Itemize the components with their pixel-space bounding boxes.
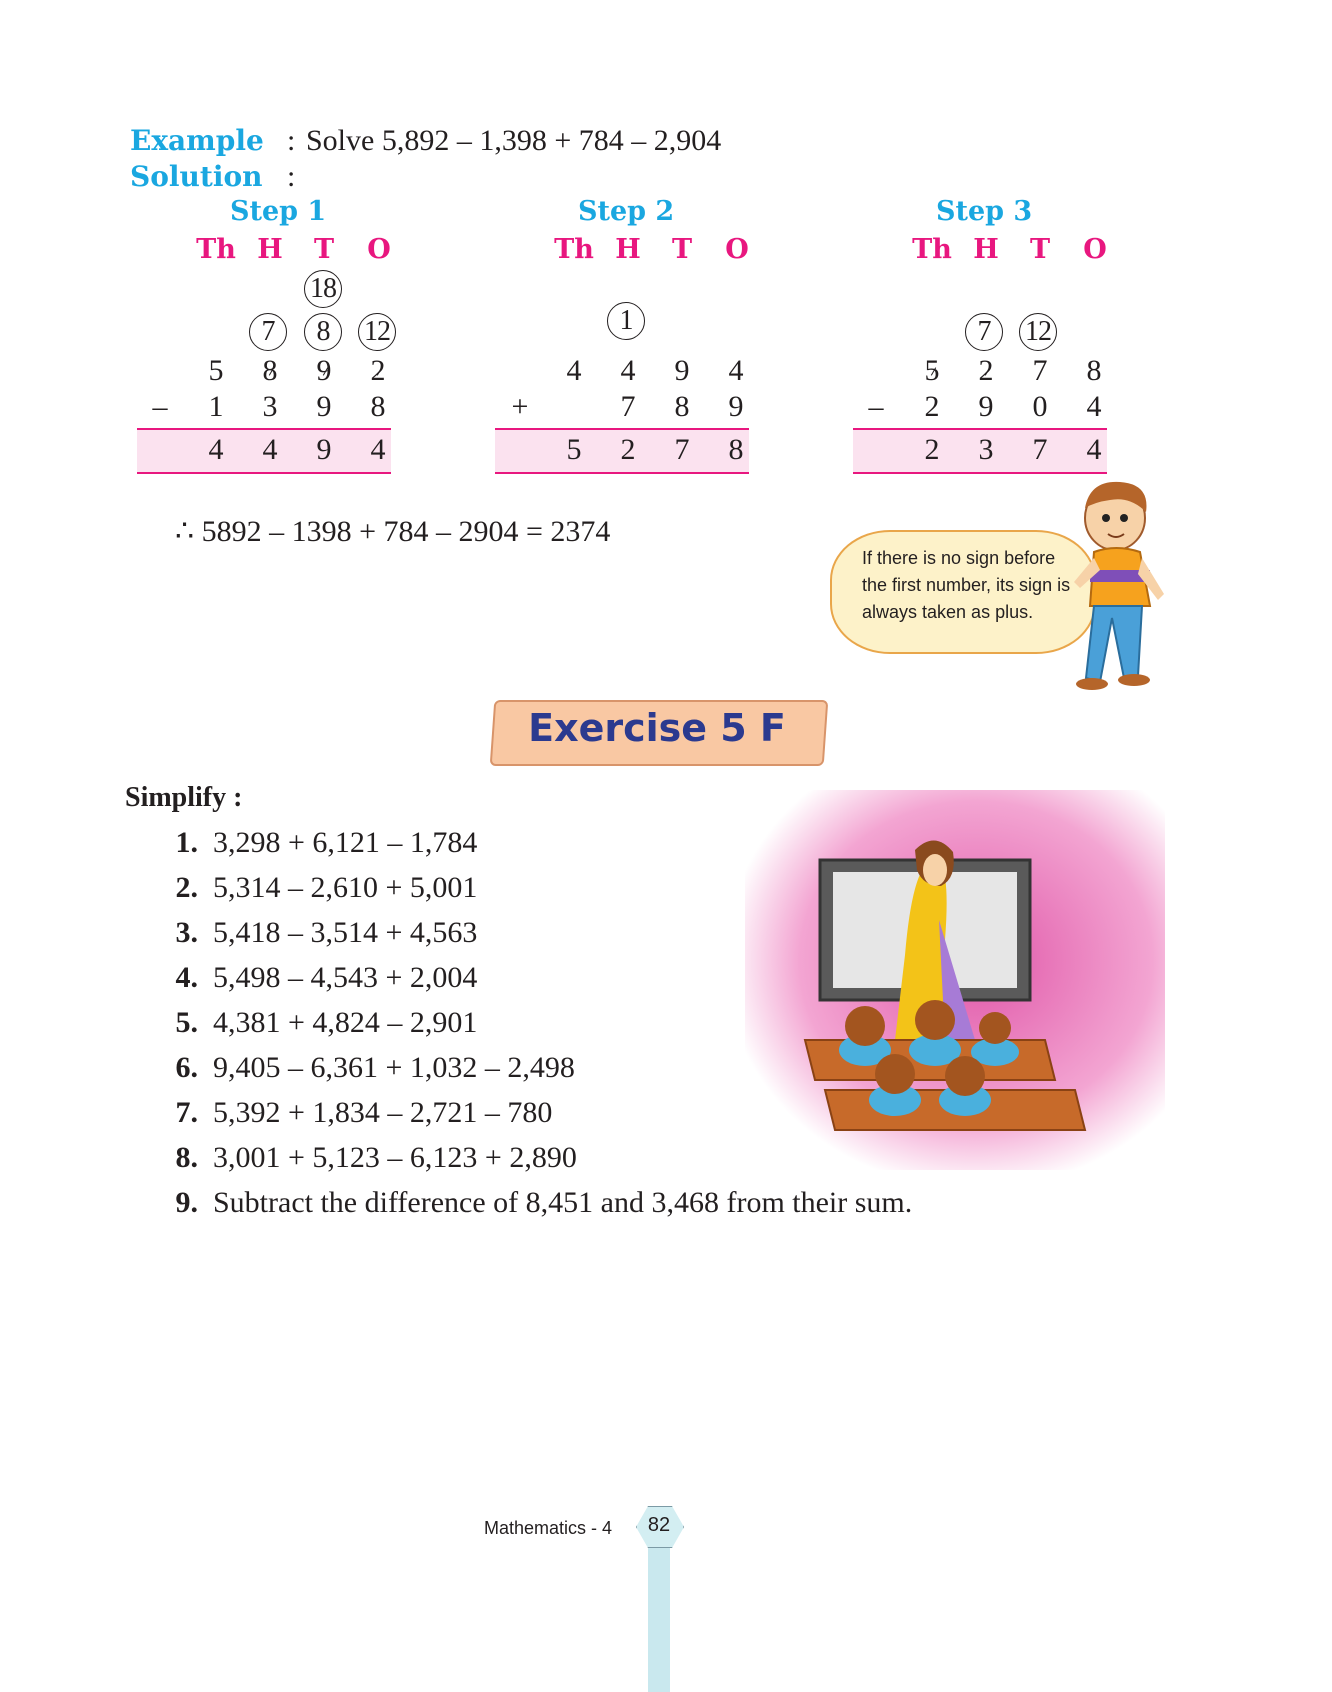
digit: 4 — [1086, 390, 1102, 423]
exercise-text: 9,405 – 6,361 + 1,032 – 2,498 — [213, 1051, 575, 1084]
header-h: H — [973, 234, 999, 265]
answer-digit: 2 — [924, 433, 940, 466]
header-th: Th — [912, 234, 952, 265]
answer-digit: 2 — [620, 433, 636, 466]
carry-circle: 1 — [607, 302, 645, 340]
answer-digit: 4 — [208, 433, 224, 466]
digit: 4 — [566, 354, 582, 387]
answer-digit: 3 — [978, 433, 994, 466]
digit-struck: 2 — [370, 354, 386, 387]
header-t: T — [313, 234, 335, 265]
answer-digit: 5 — [566, 433, 582, 466]
exercise-text: 5,418 – 3,514 + 4,563 — [213, 916, 478, 949]
answer-digit: 7 — [1032, 433, 1048, 466]
exercise-text: 4,381 + 4,824 – 2,901 — [213, 1006, 478, 1039]
digit: 8 — [370, 390, 386, 423]
exercise-title: Exercise 5 F — [528, 706, 786, 750]
exercise-text: Subtract the difference of 8,451 and 3,468 from their sum. — [213, 1186, 913, 1219]
answer-digit: 9 — [316, 433, 332, 466]
step-title: Step 1 — [230, 196, 327, 227]
digit: 3 — [262, 390, 278, 423]
digit: 7 — [1032, 354, 1048, 387]
carry-circle: 8 — [304, 313, 342, 351]
exercise-number: 5. — [175, 1006, 198, 1039]
exercise-number: 7. — [175, 1096, 198, 1129]
example-colon: : — [287, 124, 296, 157]
exercise-number: 1. — [175, 826, 198, 859]
boy-illustration — [1060, 478, 1180, 690]
classroom-illustration — [745, 790, 1165, 1170]
digit: 2 — [924, 390, 940, 423]
digit-struck: 9 — [316, 354, 332, 387]
exercise-number: 6. — [175, 1051, 198, 1084]
digit: 8 — [1086, 354, 1102, 387]
step-title: Step 2 — [578, 196, 675, 227]
digit: 9 — [674, 354, 690, 387]
solution-colon: : — [287, 160, 296, 193]
example-label: Example — [130, 124, 264, 157]
answer-digit: 4 — [370, 433, 386, 466]
digit-struck: 2 — [978, 354, 994, 387]
carry-circle: 18 — [304, 270, 342, 308]
page-strip — [648, 1548, 670, 1692]
header-h: H — [257, 234, 283, 265]
exercise-text: 3,001 + 5,123 – 6,123 + 2,890 — [213, 1141, 577, 1174]
example-text: Solve 5,892 – 1,398 + 784 – 2,904 — [306, 124, 722, 157]
exercise-number: 2. — [175, 871, 198, 904]
operator-sign: + — [511, 390, 529, 423]
operator-sign: – — [868, 390, 884, 423]
header-th: Th — [196, 234, 236, 265]
carry-circle: 7 — [249, 313, 287, 351]
answer-digit: 7 — [674, 433, 690, 466]
exercise-number: 9. — [175, 1186, 198, 1219]
conclusion: ∴ 5892 – 1398 + 784 – 2904 = 2374 — [175, 515, 611, 548]
operator-sign: – — [152, 390, 168, 423]
digit: 9 — [978, 390, 994, 423]
digit-struck: 8 — [262, 354, 278, 387]
exercise-number: 8. — [175, 1141, 198, 1174]
header-o: O — [367, 234, 391, 265]
header-h: H — [615, 234, 641, 265]
tip-text: If there is no sign before the first number, its sign is always taken as plus. — [862, 548, 1071, 622]
header-th: Th — [554, 234, 594, 265]
step-title: Step 3 — [936, 196, 1033, 227]
carry-circle: 7 — [965, 313, 1003, 351]
carry-circle: 12 — [358, 313, 396, 351]
book-title: Mathematics - 4 — [484, 1518, 613, 1538]
header-t: T — [1029, 234, 1051, 265]
exercise-number: 3. — [175, 916, 198, 949]
answer-digit: 4 — [262, 433, 278, 466]
digit: 4 — [620, 354, 636, 387]
page-number: 82 — [647, 1514, 671, 1536]
solution-label: Solution — [130, 160, 263, 193]
exercise-number: 4. — [175, 961, 198, 994]
answer-digit: 4 — [1086, 433, 1102, 466]
exercise-text: 5,392 + 1,834 – 2,721 – 780 — [213, 1096, 553, 1129]
header-o: O — [725, 234, 749, 265]
digit: 9 — [728, 390, 744, 423]
exercise-text: 5,498 – 4,543 + 2,004 — [213, 961, 478, 994]
digit: 4 — [728, 354, 744, 387]
digit-struck: 5 — [924, 354, 940, 387]
exercise-text: 3,298 + 6,121 – 1,784 — [213, 826, 478, 859]
simplify-label: Simplify : — [125, 782, 243, 813]
digit: 5 — [208, 354, 224, 387]
digit: 7 — [620, 390, 636, 423]
digit: 8 — [674, 390, 690, 423]
digit: 0 — [1032, 390, 1048, 423]
carry-circle: 12 — [1019, 313, 1057, 351]
digit: 1 — [208, 390, 224, 423]
answer-digit: 8 — [728, 433, 744, 466]
header-t: T — [671, 234, 693, 265]
exercise-text: 5,314 – 2,610 + 5,001 — [213, 871, 478, 904]
header-o: O — [1083, 234, 1107, 265]
digit: 9 — [316, 390, 332, 423]
